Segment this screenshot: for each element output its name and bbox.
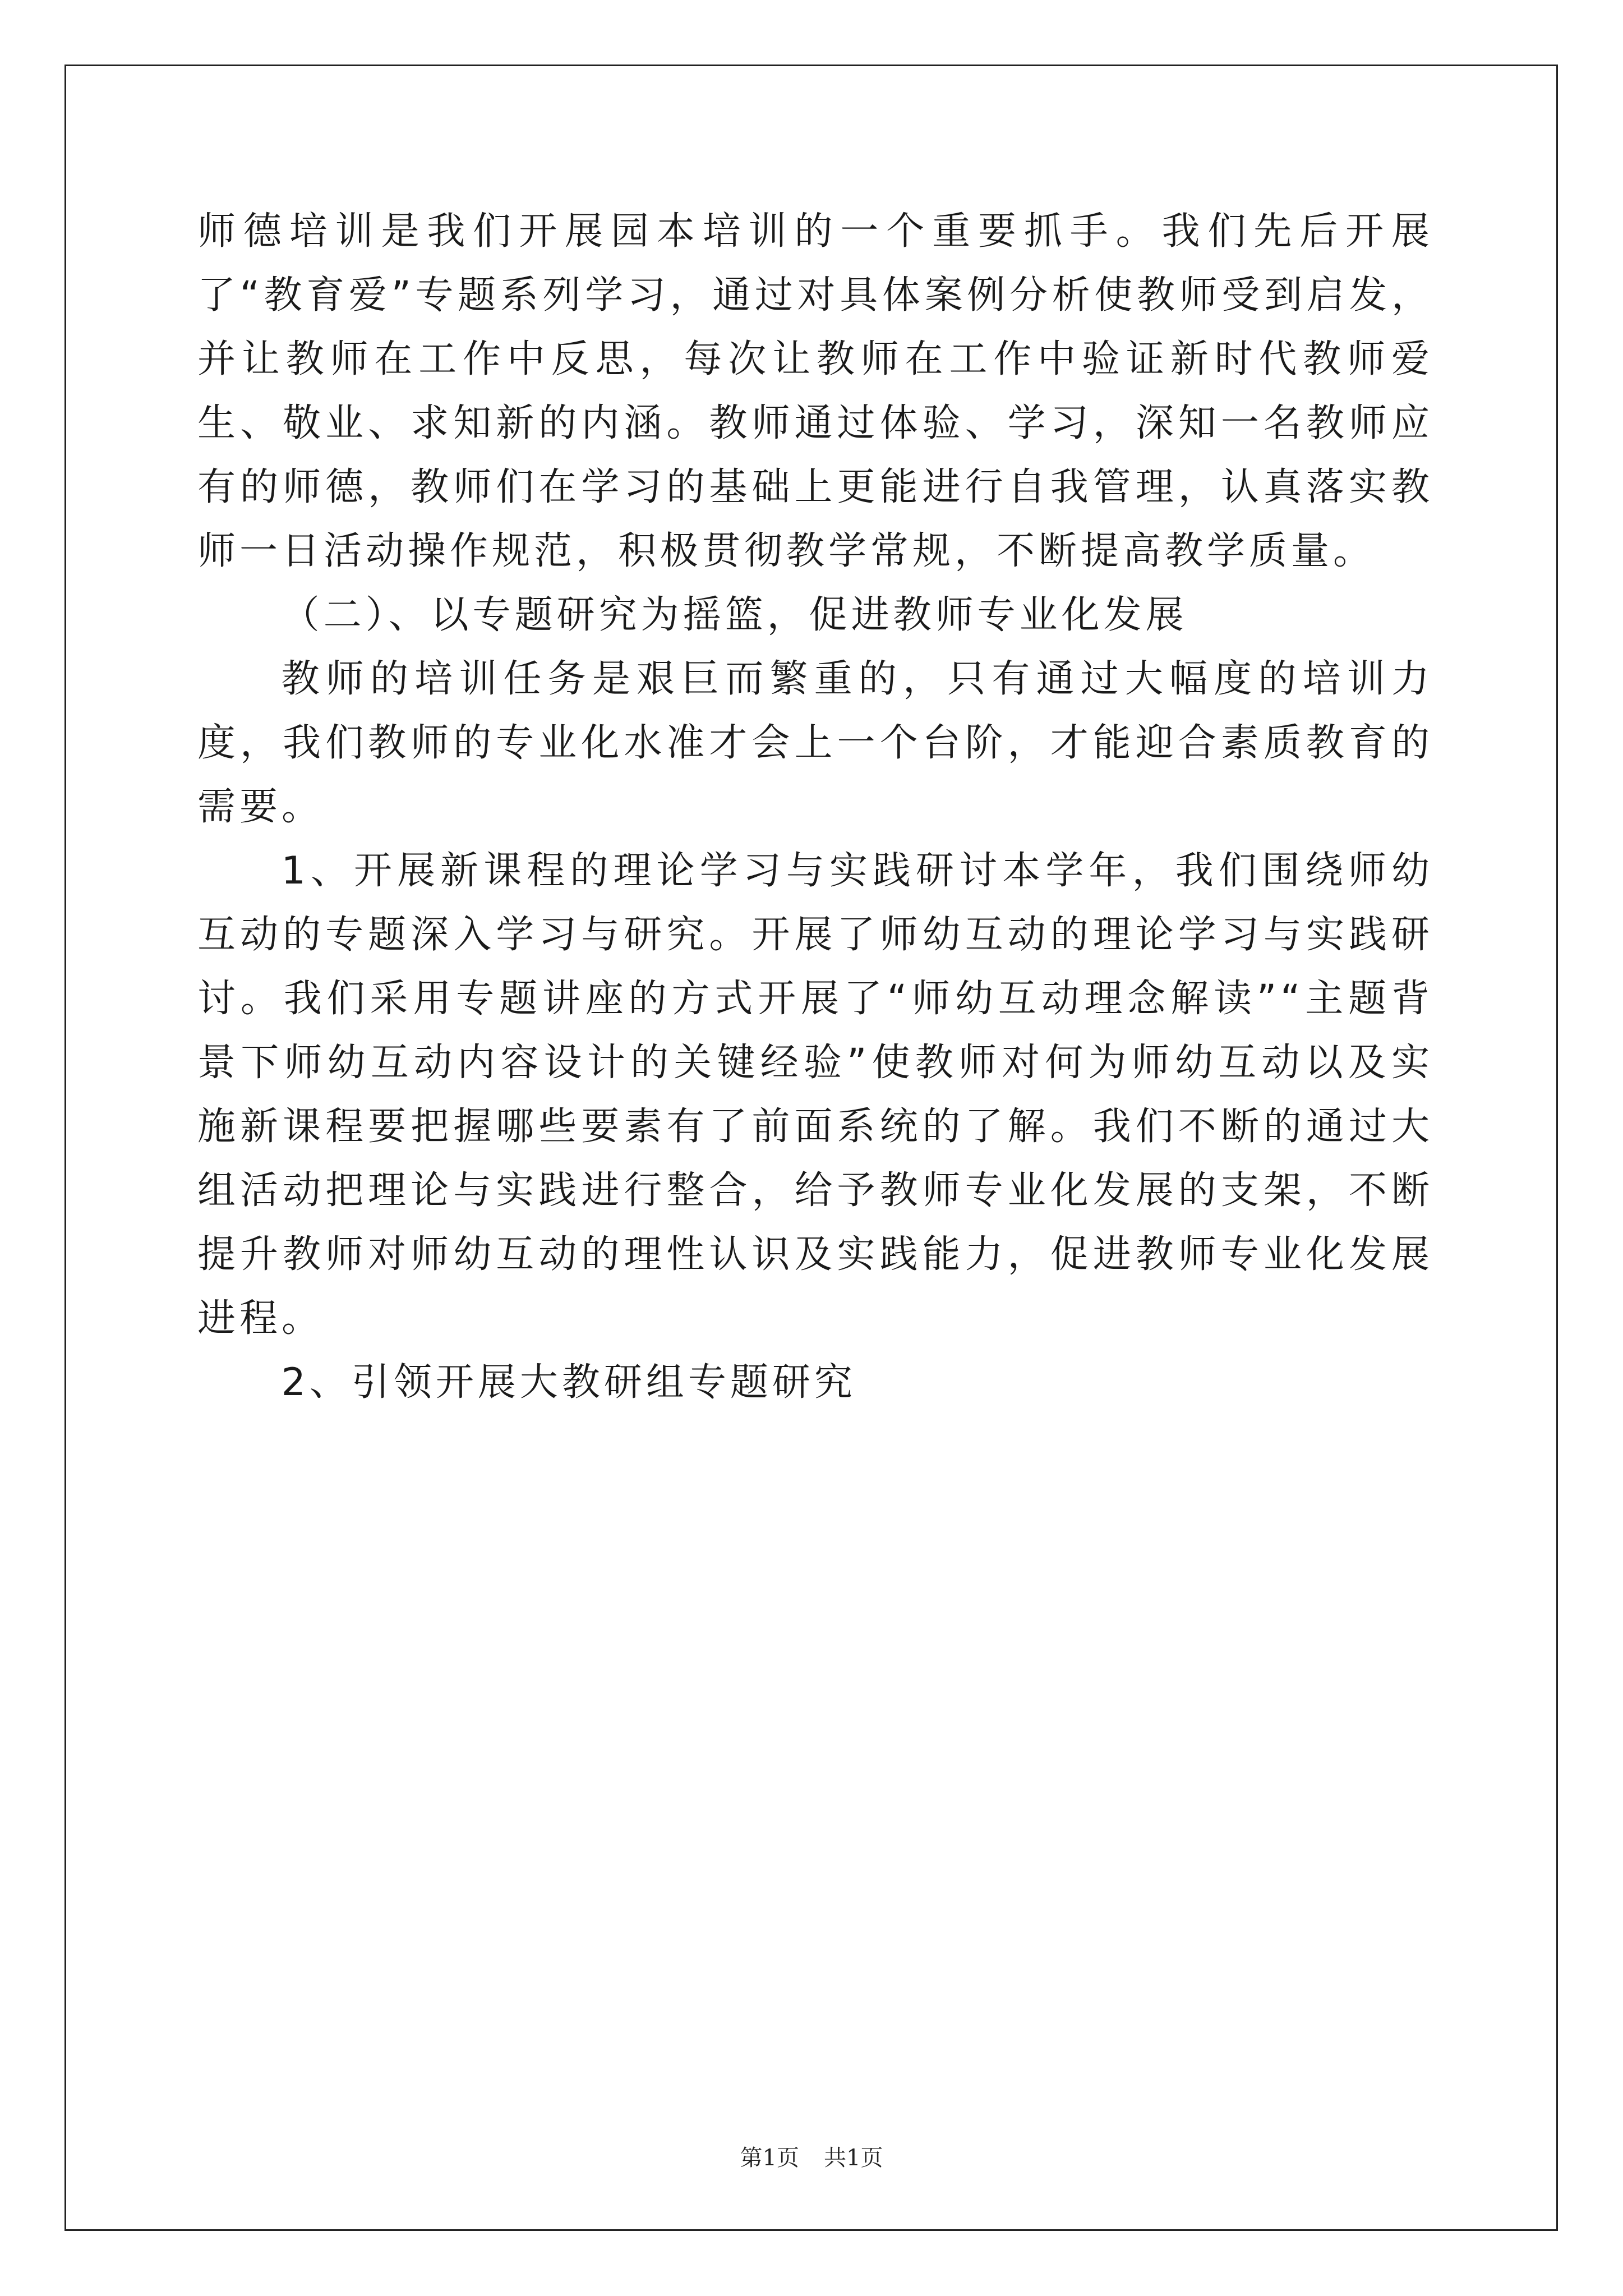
paragraph-training-task: 教师的培训任务是艰巨而繁重的，只有通过大幅度的培训力度，我们教师的专业化水准才会上一个台阶，才能迎合素质教育的需要。	[197, 657, 1433, 829]
paragraph-new-curriculum: 1、开展新课程的理论学习与实践研讨本学年，我们围绕师幼互动的专题深入学习与研究。开展了师幼互动的理论学习与实践研讨。我们采用专题讲座的方式开展了“师幼互动理念解读”“主题背景下师幼互动内容设计的关键经验”使教师对何为师幼互动以及实施新课程要把握哪些要素有了前面系统的了解。我们不断的通过大组活动把理论与实践进行整合，给予教师专业化发展的支架，不断提升教师对师幼互动的理性认识及实践能力，促进教师专业化发展进程。	[197, 849, 1433, 1341]
paragraph-teacher-ethics: 师德培训是我们开展园本培训的一个重要抓手。我们先后开展了“教育爱”专题系列学习，通过对具体案例分析使教师受到启发，并让教师在工作中反思，每次让教师在工作中验证新时代教师爱生、敬业、求知新的内涵。教师通过体验、学习，深知一名教师应有的师德，教师们在学习的基础上更能进行自我管理，认真落实教师一日活动操作规范，积极贯彻教学常规，不断提高教学质量。	[197, 209, 1433, 573]
paragraph-research-group: 2、引领开展大教研组专题研究	[281, 1360, 856, 1405]
section-heading-2: （二）、以专题研究为摇篮，促进教师专业化发展	[281, 593, 1188, 637]
page-footer	[0, 2140, 1623, 2172]
page-number: 第1页	[740, 2145, 799, 2171]
document-body	[197, 200, 1433, 1415]
page-total: 共1页	[824, 2145, 883, 2171]
